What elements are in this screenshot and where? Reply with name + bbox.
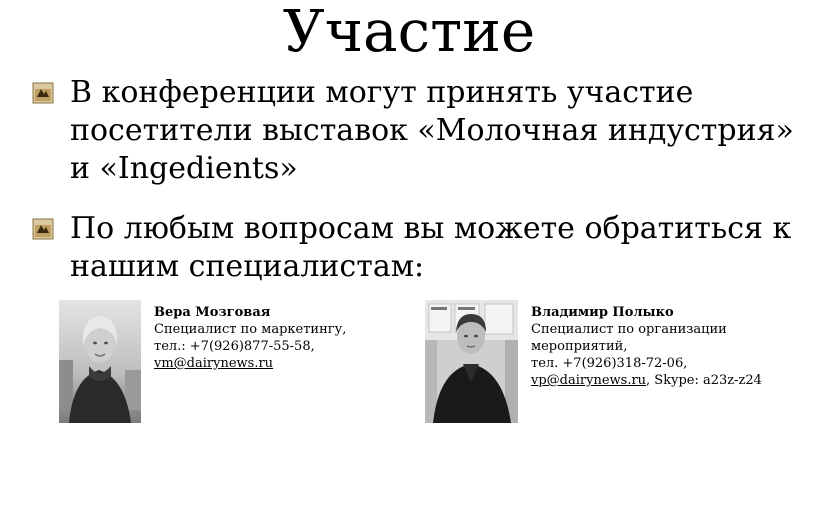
contact-skype: , Skype: a23z-z24 [646,373,762,388]
contact-email-link[interactable]: vm@dairynews.ru [154,356,274,371]
bullet-1-line-2: посетители выставок «Молочная индустрия» [70,113,794,148]
contact-role-line-1: Специалист по организации [531,322,727,337]
bullet-icon [32,218,54,240]
bullet-icon [32,82,54,104]
bullet-2-line-2: нашим специалистам: [70,249,425,284]
contact-phone: тел. +7(926)318-72-06, [531,356,688,371]
bullet-item-1 [32,74,802,194]
contact-card-2 [531,304,762,389]
contact-email-link[interactable]: vp@dairynews.ru [531,373,647,388]
bullet-1-line-1: В конференции могут принять участие [70,75,694,110]
bullet-1-line-3: и «Ingedients» [70,151,298,186]
slide-title: Участие [282,0,536,65]
bullet-2-line-1: По любым вопросам вы можете обратиться к [70,211,792,246]
woman-portrait-photo [59,300,141,423]
contact-name: Вера Мозговая [154,305,271,320]
man-portrait-photo [425,300,518,423]
bullet-item-2 [32,210,802,290]
contact-phone: тел.: +7(926)877-55-58, [154,339,315,354]
contact-role-line-2: мероприятий, [531,339,628,354]
contact-name: Владимир Полыко [531,305,674,320]
contact-role: Специалист по маркетингу, [154,322,347,337]
contact-card-1 [154,304,346,372]
